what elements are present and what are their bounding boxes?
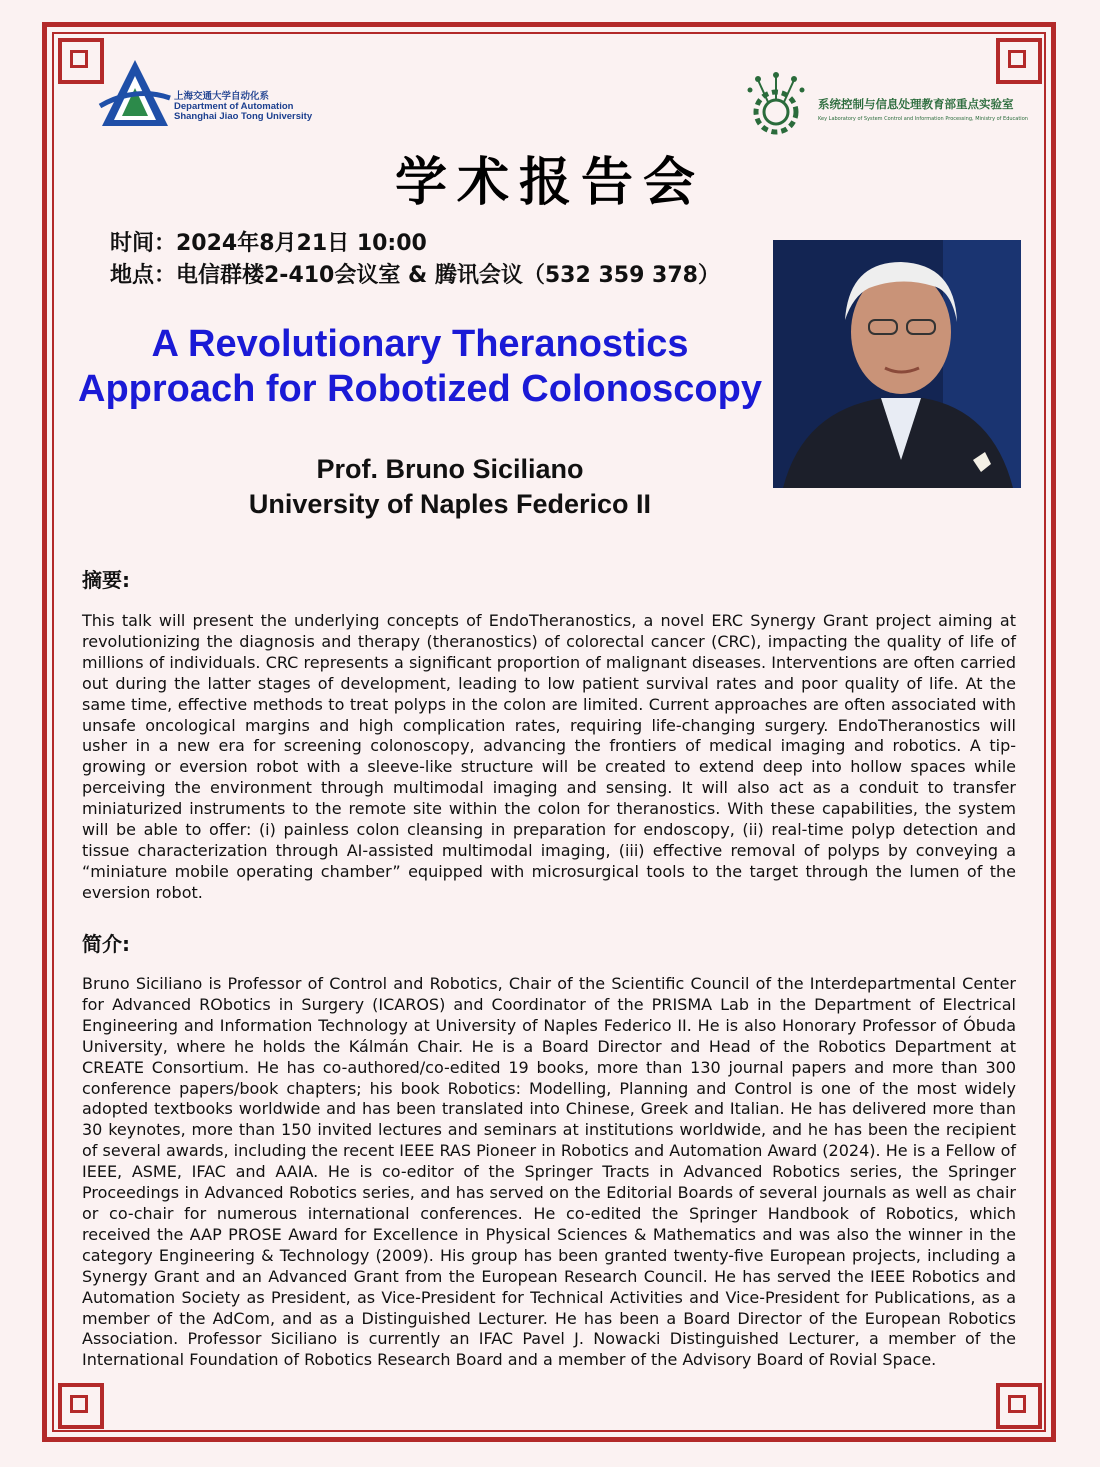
bio-text: Bruno Siciliano is Professor of Control and Robotics, Chair of the Scientific Council of the Interdepartmental Center for Advanced RObotics in Surgery (ICAROS) and Coordinator of the PRISMA Lab in the Department of Electrical Engineering and Information Technology at University of Naples Federico II. He is also Honorary Professor of Óbuda University, where he holds the Kálmán Chair. He is a Board Director and Head of the Robotics Department at CREATE Consortium. He has co-authored/co-edited 19 books, more than 130 journal papers and more than 300 conference papers/book chapters; his book Robotics: Modelling, Planning and Control is one of the most widely adopted textbooks worldwide and has been translated into Chinese, Greek and Italian. He has delivered more than 30 keynotes, more than 150 invited lectures and seminars at institutions worldwide, and he has been the recipient of several awards, including the recent IEEE RAS Pioneer in Robotics and Automation Award (2024). He is a Fellow of IEEE, ASME, IFAC and AAIA. He is co-editor of the Springer Tracts in Advanced Robotics series, the Springer Proceedings in Advanced Robotics series, and has served on the Editorial Boards of several journals as well as chair or co-chair for numerous international conferences. He co-edited the Springer Handbook of Robotics, which received the AAP PROSE Award for Excellence in Physical Sciences & Mathematics and was also the winner in the category Engineering & Technology (2009). His group has been granted twenty-five European projects, including a Synergy Grant and an Advanced Grant from the European Research Council. He has served the IEEE Robotics and Automation Society as President, as Vice-President for Technical Activities and Vice-President for Publications, as a member of the AdCom, and as a Distinguished Lecturer. He has been a Board Director of the European Robotics Association. Professor Siciliano is currently an IFAC Pavel J. Nowacki Distinguished Lecturer, a member of the International Foundation of Robotics Research Board and a member of the Advisory Board of Rovial Space.	[82, 974, 1016, 1370]
talk-title-line2: Approach for Robotized Colonoscopy	[78, 368, 762, 410]
key-lab-logo	[744, 70, 1044, 140]
event-time: 时间：2024年8月21日 10:00	[110, 231, 427, 256]
abstract-text: This talk will present the underlying concepts of EndoTheranostics, a novel ERC Synergy Grant project aiming at revolutionizing the diagnosis and therapy (theranostics) of colorectal cancer (CRC), impacting the quality of life of millions of individuals. CRC represents a significant proportion of malignant diseases. Interventions are often carried out during the latter stages of development, leading to low patient survival rates and poor quality of life. At the same time, effective methods to treat polyps in the colon are limited. Current approaches are often associated with unsafe oncological margins and high complication rates, requiring life-changing surgery. EndoTheranostics will usher in a new era for screening colonoscopy, advancing the frontiers of medical imaging and robotics. A tip-growing or eversion robot with a sleeve-like structure will be created to extend deep into hollow spaces while perceiving the environment through multimodal imaging and sensing. It will also act as a conduit to transfer miniaturized instruments to the remote site within the colon for theranostics. With these capabilities, the system will be able to offer: (i) painless colon cleansing in preparation for endoscopy, (ii) real-time polyp detection and tissue characterization through AI-assisted multimodal imaging, (iii) effective removal of polyps by conveying a “miniature mobile operating chamber” equipped with microsurgical tools to the target through the lumen of the eversion robot.	[82, 611, 1016, 902]
talk-title-line1: A Revolutionary Theranostics	[151, 323, 689, 365]
speaker-portrait-icon	[773, 240, 1021, 488]
talk-title	[60, 322, 780, 412]
logo-right-en: Key Laboratory of System Control and Information Processing, Ministry of Education	[818, 116, 1028, 122]
abstract-heading: 摘要:	[82, 568, 130, 592]
key-lab-gear-icon	[744, 70, 808, 136]
speaker-name: Prof. Bruno Siciliano	[316, 454, 584, 484]
logo-left-en2: Shanghai Jiao Tong University	[174, 111, 313, 122]
speaker-affiliation: University of Naples Federico II	[248, 489, 652, 519]
page-title: 学术报告会	[394, 152, 705, 213]
bio-heading: 简介:	[82, 932, 130, 956]
sjtu-automation-logo	[98, 58, 338, 128]
speaker-portrait	[773, 240, 1021, 488]
logo-right-cn: 系统控制与信息处理教育部重点实验室	[818, 97, 1014, 111]
logo-left-en1: Department of Automation	[174, 101, 294, 112]
sjtu-logo-icon	[98, 58, 172, 128]
frame-corner-ornament	[58, 1383, 104, 1429]
event-meta	[110, 228, 720, 292]
frame-corner-ornament	[996, 1383, 1042, 1429]
event-place: 地点：电信群楼2-410会议室 & 腾讯会议（532 359 378）	[110, 263, 720, 288]
logo-left-cn: 上海交通大学自动化系	[174, 91, 270, 102]
speaker-block	[150, 452, 750, 522]
